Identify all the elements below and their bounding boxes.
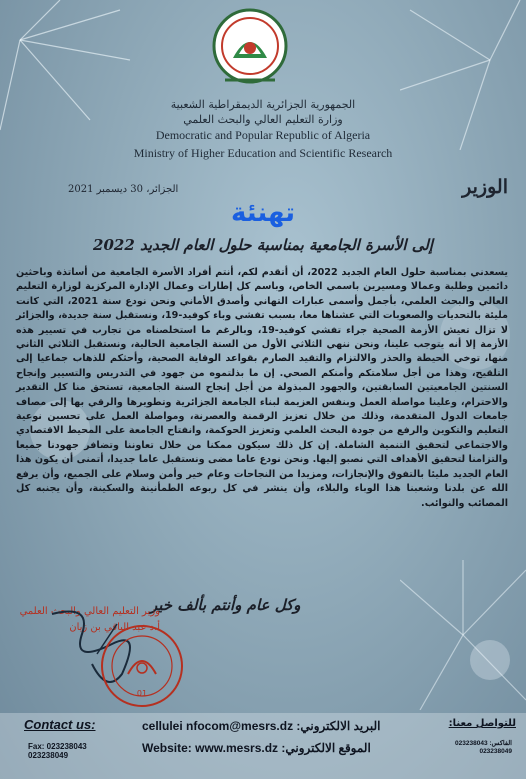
letter-date: الجزائر، 30 ديسمبر 2021: [68, 184, 179, 195]
footer-email[interactable]: البريد الالكتروني: cellulei nfocom@mesrs.dz: [142, 719, 381, 733]
official-stamp: [98, 622, 186, 710]
minister-label: الوزير: [462, 176, 508, 198]
header-arabic-line-1: الجمهورية الجزائرية الديمقراطية الشعبية: [170, 98, 356, 111]
signature-title: وزير التعليم العالي والبحث العلمي: [19, 606, 160, 617]
footer-fax-ar: الفاكس: 023238043 023238049: [455, 740, 512, 755]
letter-body: يسعدني بمناسبة حلول العام الجديد 2022، أن أتقدم لكم، أنتم أفراد الأسرة الجامعية من أساتذة وباحثين دائمين وطلبة وعمالا ومسيرين باسمي الخاص، وباسم كل إطارات وعمال الإدارة المركزية لوزارة التعليم العالي والبحث العلمي، بأجمل وأسمى عبارات التهاني وأصدق الأماني ونحن نودع سنة 2021، التي كانت مليئة بالتحديات والصعوبات التي عشناها معا، بسبب تفشي وباء كوفيد-19، ونستقبل سنة جديدة، والجزائر لا تزال تعيش الأزمة الصحية جراء تفشي كوفيد-19، وبالرغم ما استخلصناه من تجارب في تسيير هذه الأزمة إلا أنه يتوجب علينا، ونحن ننهي الثلاثي الأول من السنة الجامعية الحالية، ونستقبل الثلاثي الثاني منها، توخي الحيطة والحذر والالتزام والتقيد الصارم بقواعد الوقاية الصحية، وأحثكم للذهاب جماعيا إلى التلقيح، وهذا من أجل سلامتكم وأمنكم الصحي. إن ما بذلتموه من جهود في التدريس والتسيير وإنجاح السنتين الجامعيتين السابقتين، والجهود المبذولة من أجل إنجاح السنة الجامعية، تستحق منا كل التقدير والاحترام، وعلينا مواصلة العمل وبنفس العزيمة لبناء الجامعة الجزائرية وتطويرها والرقي بها إلى مصاف جامعات الدول المتقدمة، وذلك من خلال تعزيز الرقمنة والعصرنة، ومواصلة العمل على تحسين نوعية التعليم والتكوين والرفع من جودة البحث العلمي وتعزيز الحوكمة، وانفتاح الجامعة على المحيط الاقتصادي والاجتماعي لتحقيق التنمية الشاملة. إن كل ذلك سيكون ممكنا من خلال تعاوننا وتضافر جهودنا جميعا والتزامنا لتحقيق الأهداف التي نصبو إليها. ونحن نودع عاما مضى ونستقبل عاما جديدا، أتمنى أن يكون هذا العام الجديد مليئا بالتفوق والإنجازات، ومزيدا من النجاحات وعام خير وأمن وسلام على الجميع، وأن يرفع الله عن بلدنا وشعبنا هذا الوباء والبلاء، وأن ينشر في كل ربوعه الطمأنينة والسكينة، وأن يجنبه كل المصائب والنوائب.: [16, 267, 508, 509]
background-burst-bottomright: [400, 560, 526, 710]
closing-greeting: وكل عام وأنتم بألف خير: [150, 596, 301, 614]
footer-fax-en: Fax: 023238043 023238049: [28, 742, 87, 760]
footer-website[interactable]: الموقع الالكتروني: Website: www.mesrs.dz: [142, 741, 371, 755]
background-sparkle: [470, 640, 510, 680]
header-english-line-2: Ministry of Higher Education and Scientific Research: [133, 146, 393, 160]
page-title: تهنئة: [231, 198, 295, 228]
footer-contact-label-en: Contact us:: [24, 717, 96, 732]
header-arabic-line-2: وزارة التعليم العالي والبحث العلمي: [183, 113, 343, 126]
header-english-line-1: Democratic and Popular Republic of Algeria: [155, 128, 371, 142]
page-subtitle: إلى الأسرة الجامعية بمناسبة حلول العام الجديد 2022: [93, 236, 433, 254]
footer-contact-label-ar: للتواصل معنا:: [448, 718, 516, 729]
stamp-number: 01: [136, 689, 148, 698]
ministry-logo: [205, 6, 295, 90]
signature-name: أ.د عبد الباقي بن زيان: [69, 622, 160, 633]
